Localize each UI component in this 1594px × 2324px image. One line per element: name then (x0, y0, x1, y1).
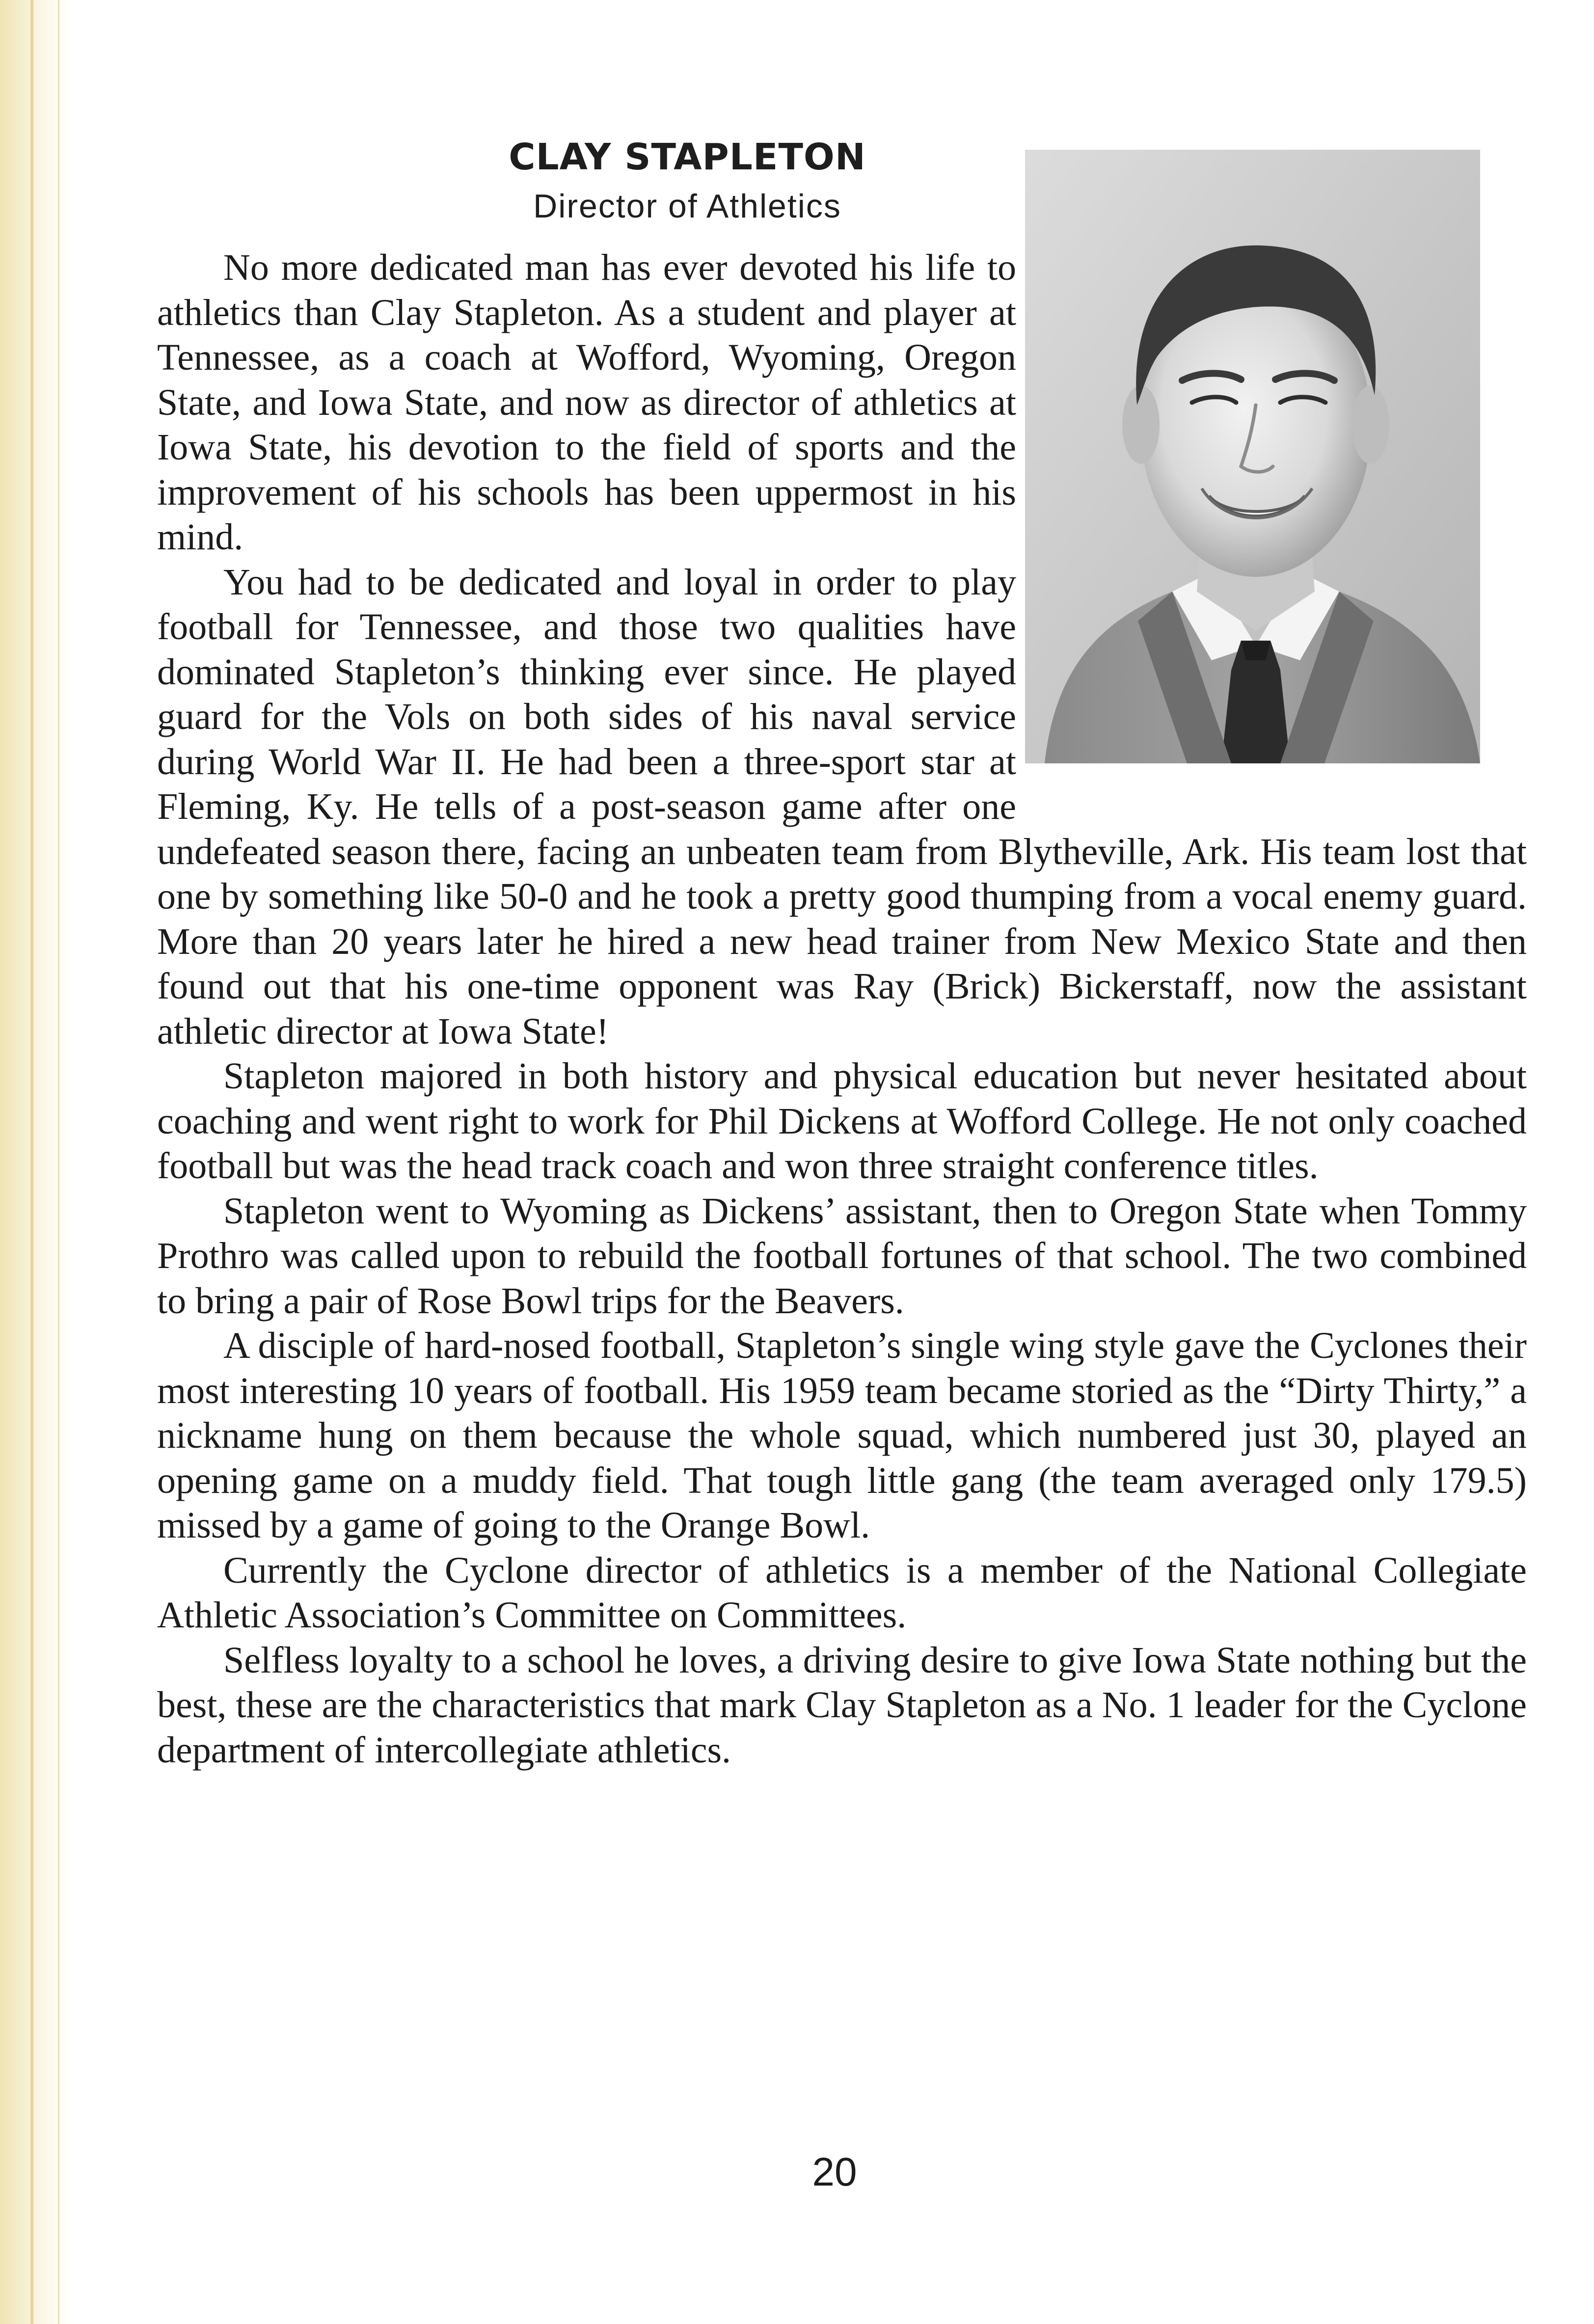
person-name: CLAY STAPLETON (509, 136, 866, 178)
article-heading (398, 133, 977, 231)
page-binding-edge (0, 0, 74, 2324)
article-paragraph: Stapleton went to Wyoming as Dickens’ assistant, then to Oregon State when Tommy Prothro was called upon to rebuild the football fortunes of that school. The two combined to bring a pair of Rose Bowl trips for the Beavers. (157, 1190, 1527, 1322)
photo-text-wrap-spacer (1016, 245, 1527, 798)
person-title: Director of Athletics (533, 188, 841, 225)
article-paragraph: Stapleton majored in both history and physical education but never hesitated about coaching and went right to work for Phil Dickens at Wofford College. He not only coached football but was the head track coach and won three straight conference titles. (157, 1055, 1527, 1187)
article-paragraph: A disciple of hard-nosed football, Stapleton’s single wing style gave the Cyclones their most interesting 10 years of football. His 1959 team became storied as the “Dirty Thirty,” a nickname hung on them because the whole squad, which numbered just 30, played an opening game on a muddy field. That tough little gang (the team averaged only 179.5) missed by a game of going to the Orange Bowl. (157, 1325, 1527, 1546)
article-paragraph: Selfless loyalty to a school he loves, a driving desire to give Iowa State nothing but the best, these are the characteristics that mark Clay Stapleton as a No. 1 leader for the Cyclone department of intercollegiate athletics. (157, 1639, 1527, 1771)
article-paragraph: You had to be dedicated and loyal in order to play football for Tennessee, and those two qualities have dominated Stapleton’s thinking ever since. He played guard for the Vols on both sides of his naval service during World War II. He had been a three-sport star at Fleming, Ky. He tells of a post-season game after one undefeated season there, facing an unbeaten team from Blytheville, Ark. His team lost that one by something like 50-0 and he took a pretty good thumping from a vocal enemy guard. More than 20 years later he hired a new head trainer from New Mexico State and then found out that his one-time opponent was Ray (Brick) Bickerstaff, now the assistant athletic director at Iowa State! (157, 561, 1527, 1052)
page-binding-line (58, 0, 59, 2324)
page-binding-line (30, 0, 33, 2324)
article-paragraph: Currently the Cyclone director of athletics is a member of the National Collegiate Athletic Association’s Committee on Committees. (157, 1549, 1527, 1636)
article-paragraph: No more dedicated man has ever devoted his life to athletics than Clay Stapleton. As a student and player at Tennessee, as a coach at Wofford, Wyoming, Oregon State, and Iowa State, and now as director of athletics at Iowa State, his devotion to the field of sports and the improvement of his schools has been uppermost in his mind. (157, 247, 1016, 558)
page-number: 20 (812, 2150, 857, 2194)
article-body (157, 245, 1527, 1773)
